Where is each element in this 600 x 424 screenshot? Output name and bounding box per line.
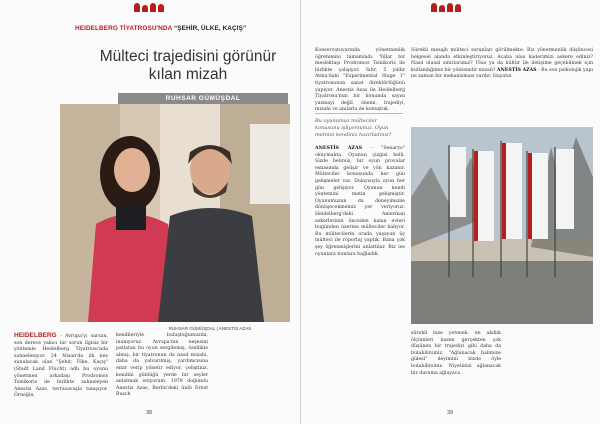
qa-speaker-2: ANESTİS AZAS xyxy=(496,67,537,73)
lead-word: HEIDELBERG xyxy=(14,332,57,339)
right-column-1-body xyxy=(315,146,405,258)
article-headline xyxy=(74,48,300,84)
right-column-1-body-text: - "Senaryo" okuymakta. Oyunun çizgisi belli. Sizde belirsiz, bir oyun provalar esnasında gelişir ve yön kazanır. Mülteciler konusunda her gün gelişmeler var. Dolayısıyla oyun her gün gelişiyor. Oyunun kendi yöntemini metin gelişmiştir. Oyunumuzun da deneyimsine dönüşecekmemiz yer veriyoruz. Heidelberg'deki Amerikan askerlerinin önceden kalan evleri bugünden üzerine mülteciler kalıyor. Bu mültecilerin orada yaşayan üç mülteci ile röportaj yaptık. Bana çok şey öğrenmişlerini anlattılar. Biz ise oyunlara bunlara bağladık. xyxy=(315,146,405,257)
magazine-logo-right xyxy=(429,2,465,12)
two-people-photo-illustration xyxy=(60,104,290,322)
right-column-1-intro-text: Konservatuvarında yönetmenlik öğrenimini tamamladı. Yıllar bir meslektaşı Prodromos Tsinikoris ile birlikte çalışıyor. Sıfır, 5 yıldır Atina'daki "Experimental Stage 1" tiyatrosunun sanat direktörlüğünü yapıyor. Anestis Azas ile Heidelberg Tiyatrosu'nun bir konunda sayısı yazmayı değil, önemi, trajediyi, mizahi ve anılarla de konuştuk. xyxy=(315,48,405,113)
qa-speaker: ANESTİS AZAS xyxy=(315,146,362,151)
right-page xyxy=(300,0,600,424)
page-number-right: 39 xyxy=(447,410,454,416)
kicker-theatre: HEIDELBERG TİYATROSU'NDA xyxy=(75,25,173,32)
author-byline: RUHSAR GÜMÜŞDAL xyxy=(118,93,288,105)
headline-line-1: Mülteci trajedisini görünür xyxy=(99,48,277,65)
headline-line-2: kılan mizah xyxy=(148,66,228,83)
right-column-2-bottom xyxy=(411,331,501,377)
right-column-2-bottom-text: sürekli bize yetenek, en akıllık ölçümleri bazen gerçekten çok düşünen bir trajediyi gibi daha da bulabilirsiniz. "Ağlanacak halimize gülesi" deyimini bizde öyle bulabilirsiniz. Niyetinizi ağlanacak bir duruma ağlayaca xyxy=(411,331,501,376)
left-column-1 xyxy=(14,333,108,400)
left-column-2 xyxy=(116,333,208,399)
right-column-2-top-text: Sürekli mesajlı mülteci sorunları görülmekte. Biz yönetmenlik düşüncesi belgesel alanda etkinleştiriyoruz. Acaba ulus kaderimizi askere ediniz? Nasıl ulusal sınırlarımız? Ulus ya da kültür ile iletişime geçebilmek için kullandığımız bir yöntemdir mizah? xyxy=(411,48,593,73)
kicker-title: “ŞEHİR, ÜLKE, KAÇIŞ” xyxy=(173,25,247,32)
article-kicker xyxy=(75,25,295,32)
left-column-1-text: - Avrupa'yı sarsan, son derece yakıcı bir sorun ilgisiz bir yöntemle Heidelberg Tiyatrosu'nda sahneleniyor. 24 Nisan'da ilk kez sunulacak olan "Şehir, Ülke, Kaçış" (Stadt Land Flucht) adlı bu oyunu yönetmen arkadaşı Prodromos Tsinikoris ile birlikte sahneleyen Anestis Azas, tevrasavaşla tanışıyor. Örneğin, xyxy=(14,334,108,399)
interview-photo xyxy=(60,104,290,322)
flags-photo xyxy=(411,127,593,324)
magazine-logo xyxy=(132,2,168,12)
page-number-left: 38 xyxy=(146,410,153,416)
interview-question: Bu oyunumuz mülteciler konusunu işliyorsunuz. Oyun metnini kendiniz hazırladınız? xyxy=(315,113,403,138)
right-column-1-intro xyxy=(315,48,405,114)
welcome-flags-illustration xyxy=(411,127,593,324)
photo-caption: RUHSAR GÜMÜŞDAL | ANESTİS AZAS xyxy=(168,326,252,331)
left-column-2-text: kendileriyle buluştuğumuzda, inanıyoruz. Avrupa'nın neşesini patlatan bu oyun sergilemiş, özellikle almış, bir tiyatronun da nasıl mizahi, daha da yalvarılmış, yardımcısına emir verip yönetir ediyor, çeliştinız, kendini güldüğü yerde bir seyler anlatmak istiyorum. 1978 doğumlu Anestis Azas, Berlin'deki ünlü Ernst Busch xyxy=(116,333,208,398)
right-column-2-top xyxy=(411,48,593,81)
right-column-2-body-text: - Bu son psikolojik yapı ne zaman bir mekanizması vardır. Hayatın xyxy=(411,67,593,80)
